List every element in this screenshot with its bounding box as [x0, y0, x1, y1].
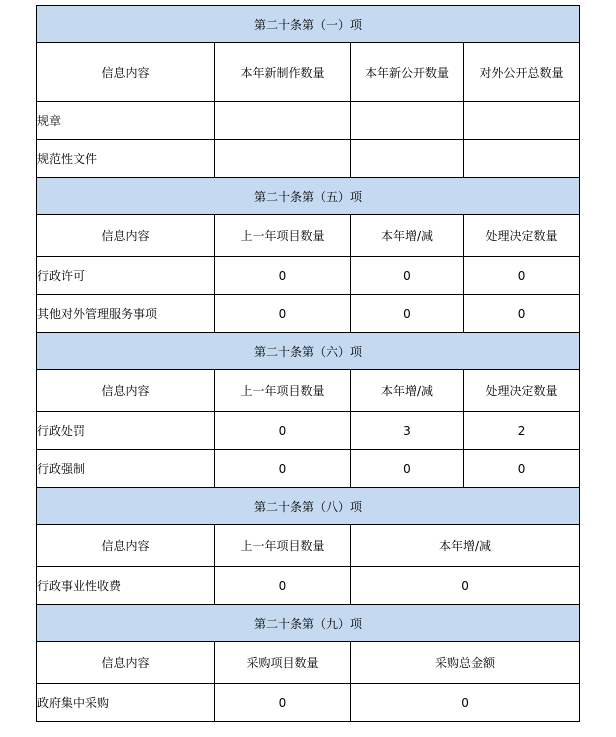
section-title: 第二十条第（一）项 [37, 6, 580, 43]
column-header: 对外公开总数量 [464, 43, 580, 102]
column-header-row [37, 642, 580, 684]
section-title: 第二十条第（六）项 [37, 333, 580, 370]
table-cell: 0 [464, 450, 580, 488]
section-title: 第二十条第（五）项 [37, 178, 580, 215]
column-header: 本年增/减 [351, 525, 580, 567]
row-label: 行政事业性收费 [37, 567, 215, 605]
section-header-row [37, 333, 580, 370]
row-label: 政府集中采购 [37, 684, 215, 722]
section-title: 第二十条第（九）项 [37, 605, 580, 642]
column-header: 处理决定数量 [464, 370, 580, 412]
table-cell: 0 [215, 257, 351, 295]
row-label: 行政处罚 [37, 412, 215, 450]
section-header-row [37, 488, 580, 525]
table-row [37, 412, 580, 450]
column-header-row [37, 525, 580, 567]
table-cell [215, 102, 351, 140]
table-row [37, 567, 580, 605]
table-cell: 0 [215, 567, 351, 605]
column-header: 上一年项目数量 [215, 525, 351, 567]
column-header: 上一年项目数量 [215, 370, 351, 412]
table-cell: 0 [215, 412, 351, 450]
row-label: 其他对外管理服务事项 [37, 295, 215, 333]
column-header: 信息内容 [37, 370, 215, 412]
table-cell: 0 [215, 684, 351, 722]
table-cell: 0 [351, 450, 464, 488]
column-header: 信息内容 [37, 215, 215, 257]
table-row [37, 295, 580, 333]
column-header: 信息内容 [37, 525, 215, 567]
row-label: 规范性文件 [37, 140, 215, 178]
table-row [37, 450, 580, 488]
table-row [37, 140, 580, 178]
column-header-row [37, 370, 580, 412]
column-header: 本年增/减 [351, 215, 464, 257]
column-header: 采购项目数量 [215, 642, 351, 684]
column-header-row [37, 43, 580, 102]
section-title: 第二十条第（八）项 [37, 488, 580, 525]
column-header: 信息内容 [37, 642, 215, 684]
disclosure-table [36, 5, 580, 722]
table-cell: 0 [351, 567, 580, 605]
row-label: 行政许可 [37, 257, 215, 295]
table-row [37, 257, 580, 295]
table-cell: 0 [464, 257, 580, 295]
table-cell [464, 140, 580, 178]
section-header-row [37, 178, 580, 215]
table-row [37, 102, 580, 140]
table-cell [215, 140, 351, 178]
table-cell: 3 [351, 412, 464, 450]
section-header-row [37, 6, 580, 43]
table-cell: 2 [464, 412, 580, 450]
table-cell: 0 [464, 295, 580, 333]
table-cell [464, 102, 580, 140]
column-header: 信息内容 [37, 43, 215, 102]
table-cell: 0 [351, 257, 464, 295]
column-header: 上一年项目数量 [215, 215, 351, 257]
row-label: 规章 [37, 102, 215, 140]
table-cell [351, 102, 464, 140]
section-header-row [37, 605, 580, 642]
table-cell: 0 [215, 295, 351, 333]
column-header-row [37, 215, 580, 257]
column-header: 本年新公开数量 [351, 43, 464, 102]
table-cell: 0 [351, 684, 580, 722]
column-header: 本年增/减 [351, 370, 464, 412]
table-cell [351, 140, 464, 178]
column-header: 处理决定数量 [464, 215, 580, 257]
column-header: 本年新制作数量 [215, 43, 351, 102]
table-row [37, 684, 580, 722]
table-cell: 0 [215, 450, 351, 488]
table-cell: 0 [351, 295, 464, 333]
row-label: 行政强制 [37, 450, 215, 488]
column-header: 采购总金额 [351, 642, 580, 684]
